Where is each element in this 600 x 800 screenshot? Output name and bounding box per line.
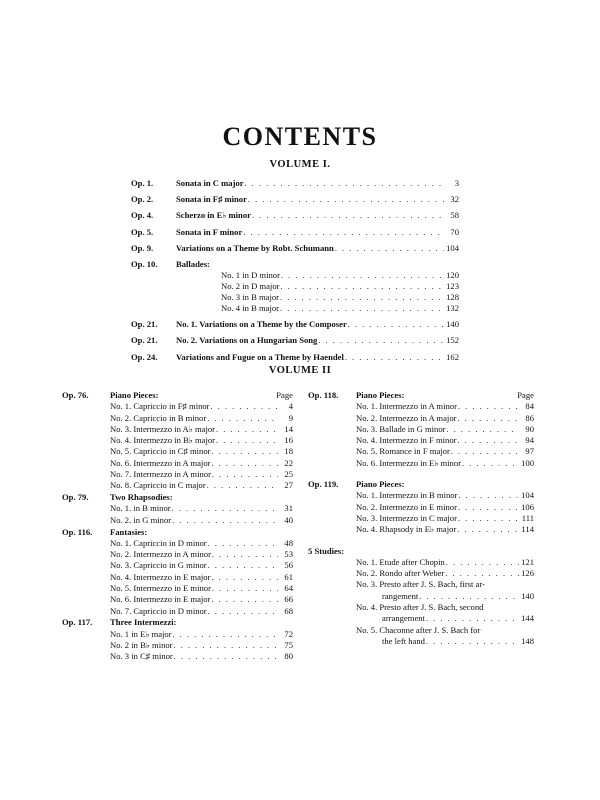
toc-entry[interactable] [62,446,293,457]
entry-title: Variations on a Theme by Robt. Schumann [176,242,334,253]
entry-title: Sonata in F minor [176,226,243,237]
page-number: 32 [450,194,459,205]
page-number: 80 [284,651,293,662]
dot-leader [457,435,519,446]
opus-number: Op. 10. [131,258,158,269]
page-column-header: Page [276,390,293,400]
dot-leader [281,270,444,281]
toc-entry-line-2[interactable] [308,636,534,647]
dot-leader [211,401,278,412]
toc-entry[interactable] [62,503,293,514]
entry-title: Sonata in F♯ minor [176,194,247,205]
entry-title: No. 8. Capriccio in C major [110,480,206,491]
entry-title: Sonata in C major [176,178,244,188]
section-title: 5 Studies: [308,545,345,556]
toc-entry[interactable] [308,524,534,535]
toc-entry[interactable] [62,560,293,571]
page-number: 56 [284,560,293,571]
dot-leader [252,210,444,221]
entry-title: No. 2. Capriccio in B minor [110,412,207,423]
dot-leader [451,446,519,457]
entry-title: No. 3. Intermezzo in C major [356,512,457,523]
dot-leader [419,591,519,602]
entry-title: No. 7. Intermezzo in A minor [110,469,211,480]
page-number: 104 [446,242,459,253]
opus-number: Op. 24. [131,351,158,362]
page-number: 22 [284,457,293,468]
page-number: 104 [521,490,534,501]
toc-entry[interactable] [62,629,293,640]
opus-number: Op. 116. [62,526,93,537]
page-number: 9 [288,412,293,423]
page-number: 31 [284,503,293,514]
entry-title: Scherzo in E♭ minor [176,210,251,221]
dot-leader [426,636,519,647]
dot-leader [457,413,519,424]
page-number: 140 [446,319,459,330]
section-title: Piano Pieces: [356,390,405,400]
toc-entry[interactable] [308,490,534,501]
page-number: 140 [521,590,534,601]
page-number: 100 [521,457,534,468]
page-number: 48 [284,537,293,548]
opus-number: Op. 2. [131,194,154,205]
dot-leader [208,560,278,571]
opus-number: Op. 5. [131,226,154,237]
section-title: Three Intermezzi: [110,617,177,628]
toc-section-heading [308,546,534,557]
toc-entry[interactable] [308,401,534,412]
toc-entry[interactable] [131,270,459,281]
entry-title: No. 1. Intermezzo in B minor [356,490,458,501]
entry-title-continued: arrangement [382,613,425,624]
entry-title: No. 1. Variations on a Theme by the Composer [176,319,347,330]
entry-title: No. 2 in B♭ minor [110,640,173,651]
page-number: 114 [521,524,534,535]
entry-title: No. 3 in B major [221,291,280,302]
toc-entry[interactable] [308,435,534,446]
dot-leader [172,515,278,526]
volume-1-contents [131,178,459,363]
entry-title: No. 6. Intermezzo in A major [110,457,211,468]
dot-leader [173,629,278,640]
toc-section-heading [308,479,534,490]
page-number: 61 [284,571,293,582]
dot-leader [245,178,444,189]
dot-leader [457,524,519,535]
page-number: 162 [446,351,459,362]
toc-entry[interactable] [131,303,459,314]
opus-number: Op. 4. [131,210,154,221]
page-number: 3 [454,178,459,188]
toc-entry[interactable] [62,583,293,594]
page-number: 121 [521,556,534,567]
entry-title: No. 3. Capriccio in G minor [110,560,207,571]
toc-entry[interactable] [131,178,459,189]
entry-title: No. 2. Intermezzo in E minor [356,501,457,512]
toc-entry[interactable] [62,640,293,651]
toc-entry[interactable] [131,335,459,346]
dot-leader [174,640,278,651]
opus-number: Op. 117. [62,617,93,628]
dot-leader [280,281,444,292]
opus-number: Op. 119. [308,479,339,490]
page-number: 16 [284,435,293,446]
volume-1-heading: VOLUME I. [269,159,331,170]
page-number: 58 [450,210,459,221]
entry-title: No. 1. Capriccio in D minor [110,537,207,548]
opus-number: Op. 9. [131,242,154,253]
entry-title: No. 4. Intermezzo in F minor [356,435,457,446]
opus-number: Op. 76. [62,390,89,400]
entry-title: No. 3. Intermezzo in A♭ major [110,423,216,434]
toc-entry-line-1[interactable] [308,625,534,636]
page-number: 64 [284,583,293,594]
page-number: 40 [284,514,293,525]
toc-entry[interactable] [131,292,459,303]
entry-title: No. 6. Intermezzo in E♭ minor [356,457,462,468]
dot-leader [216,424,278,435]
dot-leader [208,606,278,617]
dot-leader [243,227,444,238]
toc-entry[interactable] [308,557,534,568]
page-number: 84 [525,401,534,412]
toc-section-heading [308,390,534,401]
opus-number: Op. 21. [131,319,158,330]
dot-leader [212,583,278,594]
toc-entry[interactable] [308,413,534,424]
page-number: 66 [284,594,293,605]
dot-leader [458,490,519,501]
toc-section-heading [62,617,293,628]
entry-title: No. 7. Capriccio in D minor [110,605,207,616]
page-number: 53 [284,549,293,560]
toc-entry[interactable] [62,538,293,549]
dot-leader [280,292,444,303]
entry-title: No. 1 in E♭ major [110,628,172,639]
page-number: 27 [284,480,293,491]
dot-leader [447,424,519,435]
page-number: 68 [284,605,293,616]
toc-entry[interactable] [62,401,293,412]
page-number: 97 [525,446,534,457]
opus-number: Op. 21. [131,335,158,346]
entry-title: No. 3 in C♯ minor [110,651,173,662]
dot-leader [211,572,278,583]
page-number: 25 [284,469,293,480]
toc-entry[interactable] [62,549,293,560]
page-title: CONTENTS [222,122,378,151]
toc-entry[interactable] [131,194,459,205]
dot-leader [458,513,519,524]
toc-section-heading [62,527,293,538]
dot-leader [426,613,519,624]
opus-number: Op. 1. [131,178,154,188]
dot-leader [207,480,278,491]
toc-entry[interactable] [62,469,293,480]
toc-entry[interactable] [62,435,293,446]
entry-title: No. 6. Intermezzo in E major [110,594,211,605]
section-title: Two Rhapsodies: [110,492,173,503]
entry-title-continued: the left hand [382,635,425,646]
page-number: 148 [521,635,534,646]
toc-entry[interactable] [131,243,459,254]
toc-entry[interactable] [308,446,534,457]
dot-leader [445,568,519,579]
page-number: 126 [521,568,534,579]
opus-number: Op. 118. [308,390,339,400]
page-number: 90 [525,423,534,434]
toc-section-heading [131,259,459,270]
dot-leader [211,458,278,469]
toc-section-heading [62,390,293,401]
page-number: 144 [521,613,534,624]
toc-entry-line-1[interactable] [308,602,534,613]
entry-title: No. 1. Capriccio in F♯ minor [110,401,210,412]
entry-title: No. 3. Ballade in G minor [356,423,446,434]
entry-title: No. 2. in G minor [110,514,172,525]
dot-leader [208,538,278,549]
page-number: 106 [521,501,534,512]
toc-entry[interactable] [308,513,534,524]
toc-entry[interactable] [62,594,293,605]
entry-title-continued: rangement [382,590,419,601]
page-number: 75 [284,640,293,651]
entry-title: No. 2. Variations on a Hungarian Song [176,335,318,346]
entry-title: No. 5. Romance in F major [356,446,450,457]
dot-leader [207,413,278,424]
toc-entry[interactable] [308,424,534,435]
entry-title: No. 1. Intermezzo in A minor [356,401,457,412]
entry-title: No. 2. Intermezzo in A major [356,412,457,423]
page-number: 4 [288,401,293,412]
dot-leader [318,335,444,346]
section-title: Fantasies: [110,526,148,537]
dot-leader [248,194,444,205]
page-number: 94 [525,435,534,446]
entry-title: No. 1. in B minor [110,503,171,514]
dot-leader [345,352,444,363]
toc-entry[interactable] [62,572,293,583]
toc-entry[interactable] [308,502,534,513]
section-title: Ballades: [176,258,210,269]
dot-leader [280,303,444,314]
page-number: 72 [284,628,293,639]
toc-entry[interactable] [62,515,293,526]
dot-leader [446,557,519,568]
entry-title: No. 4. Rhapsody in E♭ major [356,524,457,535]
toc-entry[interactable] [62,413,293,424]
entry-title: No. 3. Presto after J. S. Bach, first ar- [356,579,485,590]
entry-title: No. 5. Intermezzo in E minor [110,583,211,594]
toc-entry[interactable] [308,458,534,469]
entry-title: No. 2. Rondo after Weber [356,568,445,579]
page-number: 70 [450,226,459,237]
dot-leader [462,458,519,469]
page-number: 120 [446,269,459,280]
entry-title: No. 4. Intermezzo in E major [110,571,211,582]
dot-leader [348,319,444,330]
page-number: 128 [446,291,459,302]
toc-entry-line-2[interactable] [308,591,534,602]
toc-entry-line-2[interactable] [308,613,534,624]
dot-leader [212,469,278,480]
entry-title: No. 2. Intermezzo in A minor [110,549,211,560]
toc-entry[interactable] [131,210,459,221]
dot-leader [174,651,278,662]
toc-section-heading [62,492,293,503]
section-title: Piano Pieces: [110,390,159,400]
page-number: 86 [525,412,534,423]
entry-title: No. 5. Capriccio in C♯ minor [110,446,211,457]
toc-entry[interactable] [62,651,293,662]
page-number: 18 [284,446,293,457]
dot-leader [172,503,278,514]
entry-title: No. 1. Etude after Chopin [356,556,445,567]
page-number: 14 [284,423,293,434]
toc-entry[interactable] [62,424,293,435]
volume-2-left-column [62,390,293,663]
entry-title: No. 4 in B major [221,302,280,313]
toc-entry[interactable] [62,458,293,469]
volume-2-right-column [308,390,534,647]
toc-entry-line-1[interactable] [308,579,534,590]
dot-leader [212,446,279,457]
toc-entry[interactable] [131,281,459,292]
entry-title: No. 4. Intermezzo in B♭ major [110,435,216,446]
page-column-header: Page [517,390,534,400]
toc-entry[interactable] [308,568,534,579]
dot-leader [216,435,278,446]
dot-leader [211,594,278,605]
dot-leader [458,502,519,513]
dot-leader [212,549,278,560]
page-number: 111 [521,512,534,523]
page-number: 152 [446,335,459,346]
toc-entry[interactable] [131,352,459,363]
toc-entry[interactable] [131,319,459,330]
entry-title: Variations and Fugue on a Theme by Haendel [176,351,344,362]
toc-entry[interactable] [62,606,293,617]
toc-entry[interactable] [131,227,459,238]
page-number: 132 [446,302,459,313]
entry-title: No. 1 in D minor [221,269,280,280]
section-title: Piano Pieces: [356,479,405,490]
entry-title: No. 4. Presto after J. S. Bach, second [356,602,484,613]
opus-number: Op. 79. [62,492,89,503]
dot-leader [458,401,519,412]
page-number: 123 [446,280,459,291]
dot-leader [335,243,444,254]
entry-title: No. 5. Chaconne after J. S. Bach for [356,624,481,635]
entry-title: No. 2 in D major [221,280,280,291]
toc-entry[interactable] [62,480,293,491]
volume-2-heading: VOLUME II [268,365,332,376]
